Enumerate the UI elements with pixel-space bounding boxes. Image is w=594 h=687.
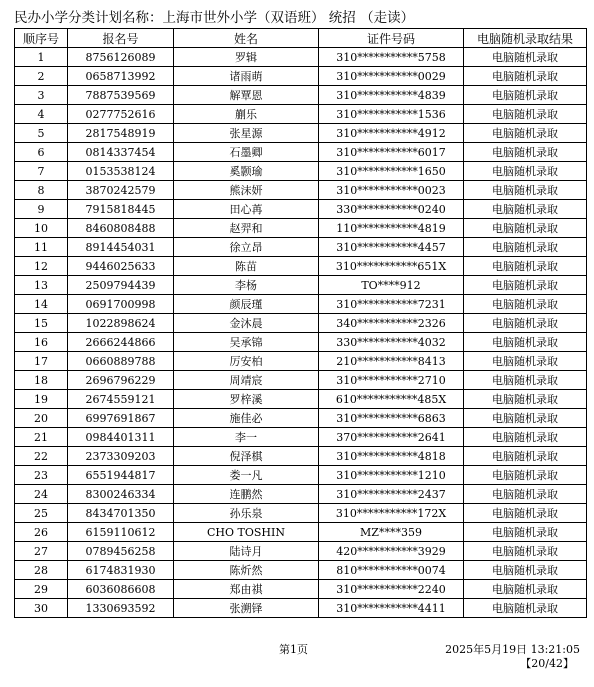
table-row — [15, 371, 587, 390]
cell-id-no: 310***********7231 — [319, 295, 464, 314]
table-row — [15, 352, 587, 371]
cell-name: 李一 — [174, 428, 319, 447]
cell-result: 电脑随机录取 — [464, 599, 587, 618]
cell-result: 电脑随机录取 — [464, 542, 587, 561]
cell-name: 解覃恩 — [174, 86, 319, 105]
cell-reg-no: 7915818445 — [68, 200, 174, 219]
cell-result: 电脑随机录取 — [464, 48, 587, 67]
cell-name: 罗辑 — [174, 48, 319, 67]
cell-seq: 13 — [15, 276, 68, 295]
cell-id-no: 310***********4839 — [319, 86, 464, 105]
cell-result: 电脑随机录取 — [464, 162, 587, 181]
cell-id-no: 310***********0029 — [319, 67, 464, 86]
table-row — [15, 257, 587, 276]
cell-id-no: 310***********6863 — [319, 409, 464, 428]
table-row — [15, 124, 587, 143]
cell-id-no: 330***********4032 — [319, 333, 464, 352]
table-row — [15, 181, 587, 200]
cell-name: 郑由祺 — [174, 580, 319, 599]
cell-reg-no: 6159110612 — [68, 523, 174, 542]
cell-id-no: 110***********4819 — [319, 219, 464, 238]
table-row — [15, 390, 587, 409]
page-number: 第1页 — [279, 643, 308, 656]
cell-result: 电脑随机录取 — [464, 181, 587, 200]
cell-seq: 1 — [15, 48, 68, 67]
cell-result: 电脑随机录取 — [464, 238, 587, 257]
cell-result: 电脑随机录取 — [464, 504, 587, 523]
cell-id-no: 310***********4457 — [319, 238, 464, 257]
cell-id-no: TO****912 — [319, 276, 464, 295]
table-row — [15, 48, 587, 67]
table-row — [15, 67, 587, 86]
cell-result: 电脑随机录取 — [464, 105, 587, 124]
cell-name: 李杨 — [174, 276, 319, 295]
cell-reg-no: 0658713992 — [68, 67, 174, 86]
column-header-reg-no: 报名号 — [68, 29, 174, 48]
cell-id-no: 310***********6017 — [319, 143, 464, 162]
cell-name: 奚颢瑜 — [174, 162, 319, 181]
cell-reg-no: 8460808488 — [68, 219, 174, 238]
cell-result: 电脑随机录取 — [464, 276, 587, 295]
cell-result: 电脑随机录取 — [464, 580, 587, 599]
cell-reg-no: 0153538124 — [68, 162, 174, 181]
cell-name: 厉安柏 — [174, 352, 319, 371]
cell-reg-no: 6997691867 — [68, 409, 174, 428]
cell-id-no: 370***********2641 — [319, 428, 464, 447]
cell-id-no: 420***********3929 — [319, 542, 464, 561]
cell-reg-no: 2674559121 — [68, 390, 174, 409]
cell-seq: 28 — [15, 561, 68, 580]
cell-seq: 30 — [15, 599, 68, 618]
cell-seq: 22 — [15, 447, 68, 466]
cell-id-no: 310***********172X — [319, 504, 464, 523]
table-row — [15, 314, 587, 333]
table-row — [15, 561, 587, 580]
cell-seq: 21 — [15, 428, 68, 447]
cell-id-no: 810***********0074 — [319, 561, 464, 580]
cell-name: 诸雨萌 — [174, 67, 319, 86]
cell-id-no: 310***********2437 — [319, 485, 464, 504]
cell-result: 电脑随机录取 — [464, 447, 587, 466]
cell-reg-no: 2666244866 — [68, 333, 174, 352]
table-row — [15, 580, 587, 599]
cell-name: 陆诗月 — [174, 542, 319, 561]
cell-result: 电脑随机录取 — [464, 257, 587, 276]
column-header-result: 电脑随机录取结果 — [464, 29, 587, 48]
cell-result: 电脑随机录取 — [464, 67, 587, 86]
cell-seq: 18 — [15, 371, 68, 390]
cell-result: 电脑随机录取 — [464, 409, 587, 428]
table-row — [15, 523, 587, 542]
cell-name: 施佳必 — [174, 409, 319, 428]
cell-name: 倪泽棋 — [174, 447, 319, 466]
table-header-row — [15, 29, 587, 48]
table-row — [15, 504, 587, 523]
cell-seq: 12 — [15, 257, 68, 276]
cell-seq: 7 — [15, 162, 68, 181]
table-body — [15, 48, 587, 618]
cell-name: 陈炘然 — [174, 561, 319, 580]
cell-result: 电脑随机录取 — [464, 371, 587, 390]
cell-seq: 24 — [15, 485, 68, 504]
cell-result: 电脑随机录取 — [464, 314, 587, 333]
cell-name: 赵羿和 — [174, 219, 319, 238]
cell-reg-no: 0984401311 — [68, 428, 174, 447]
document-title: 民办小学分类计划名称：上海市世外小学（双语班） 统招 （走读） — [14, 10, 415, 26]
cell-id-no: 310***********1650 — [319, 162, 464, 181]
table-row — [15, 162, 587, 181]
table-row — [15, 333, 587, 352]
cell-seq: 14 — [15, 295, 68, 314]
cell-seq: 16 — [15, 333, 68, 352]
cell-reg-no: 0660889788 — [68, 352, 174, 371]
cell-seq: 11 — [15, 238, 68, 257]
cell-name: 蒯乐 — [174, 105, 319, 124]
cell-id-no: 310***********0023 — [319, 181, 464, 200]
cell-reg-no: 3870242579 — [68, 181, 174, 200]
cell-name: 石墨卿 — [174, 143, 319, 162]
cell-reg-no: 2696796229 — [68, 371, 174, 390]
cell-seq: 8 — [15, 181, 68, 200]
cell-seq: 27 — [15, 542, 68, 561]
cell-seq: 2 — [15, 67, 68, 86]
cell-result: 电脑随机录取 — [464, 295, 587, 314]
table-row — [15, 599, 587, 618]
table-row — [15, 86, 587, 105]
cell-name: 罗梓溪 — [174, 390, 319, 409]
table-row — [15, 295, 587, 314]
table-row — [15, 485, 587, 504]
cell-seq: 29 — [15, 580, 68, 599]
cell-result: 电脑随机录取 — [464, 485, 587, 504]
cell-result: 电脑随机录取 — [464, 428, 587, 447]
cell-seq: 10 — [15, 219, 68, 238]
cell-seq: 20 — [15, 409, 68, 428]
table-row — [15, 276, 587, 295]
cell-id-no: 310***********4818 — [319, 447, 464, 466]
cell-id-no: 310***********5758 — [319, 48, 464, 67]
cell-name: 陈苗 — [174, 257, 319, 276]
page-count: 【20/42】 — [520, 657, 574, 670]
cell-result: 电脑随机录取 — [464, 124, 587, 143]
table-row — [15, 200, 587, 219]
table-row — [15, 428, 587, 447]
cell-result: 电脑随机录取 — [464, 86, 587, 105]
cell-name: 娄一凡 — [174, 466, 319, 485]
cell-id-no: MZ****359 — [319, 523, 464, 542]
cell-seq: 23 — [15, 466, 68, 485]
cell-name: 周靖宸 — [174, 371, 319, 390]
cell-result: 电脑随机录取 — [464, 466, 587, 485]
cell-id-no: 210***********8413 — [319, 352, 464, 371]
cell-id-no: 310***********2240 — [319, 580, 464, 599]
column-header-seq: 顺序号 — [15, 29, 68, 48]
cell-name: 吴承锦 — [174, 333, 319, 352]
table-row — [15, 542, 587, 561]
cell-reg-no: 7887539569 — [68, 86, 174, 105]
cell-reg-no: 2817548919 — [68, 124, 174, 143]
cell-seq: 15 — [15, 314, 68, 333]
column-header-id-no: 证件号码 — [319, 29, 464, 48]
cell-result: 电脑随机录取 — [464, 333, 587, 352]
cell-id-no: 310***********1536 — [319, 105, 464, 124]
table-row — [15, 238, 587, 257]
cell-result: 电脑随机录取 — [464, 352, 587, 371]
cell-seq: 3 — [15, 86, 68, 105]
cell-result: 电脑随机录取 — [464, 390, 587, 409]
cell-result: 电脑随机录取 — [464, 561, 587, 580]
cell-name: 金沐晨 — [174, 314, 319, 333]
cell-seq: 25 — [15, 504, 68, 523]
column-header-name: 姓名 — [174, 29, 319, 48]
cell-reg-no: 2509794439 — [68, 276, 174, 295]
table-row — [15, 143, 587, 162]
admission-table — [14, 28, 587, 618]
cell-id-no: 310***********4912 — [319, 124, 464, 143]
cell-reg-no: 8300246334 — [68, 485, 174, 504]
table-row — [15, 466, 587, 485]
print-timestamp: 2025年5月19日 13:21:05 — [445, 643, 580, 656]
cell-id-no: 340***********2326 — [319, 314, 464, 333]
cell-id-no: 310***********651X — [319, 257, 464, 276]
cell-id-no: 310***********1210 — [319, 466, 464, 485]
cell-id-no: 330***********0240 — [319, 200, 464, 219]
cell-name: CHO TOSHIN — [174, 523, 319, 542]
cell-name: 熊沫妍 — [174, 181, 319, 200]
cell-name: 孙乐泉 — [174, 504, 319, 523]
cell-result: 电脑随机录取 — [464, 143, 587, 162]
cell-reg-no: 6036086608 — [68, 580, 174, 599]
cell-id-no: 610***********485X — [319, 390, 464, 409]
cell-name: 田心苒 — [174, 200, 319, 219]
table-row — [15, 447, 587, 466]
cell-reg-no: 6551944817 — [68, 466, 174, 485]
cell-reg-no: 0789456258 — [68, 542, 174, 561]
cell-name: 张星源 — [174, 124, 319, 143]
cell-reg-no: 1022898624 — [68, 314, 174, 333]
cell-reg-no: 2373309203 — [68, 447, 174, 466]
table-row — [15, 219, 587, 238]
table-row — [15, 105, 587, 124]
cell-name: 张溯铎 — [174, 599, 319, 618]
cell-reg-no: 8434701350 — [68, 504, 174, 523]
cell-reg-no: 1330693592 — [68, 599, 174, 618]
cell-seq: 5 — [15, 124, 68, 143]
cell-seq: 6 — [15, 143, 68, 162]
cell-id-no: 310***********2710 — [319, 371, 464, 390]
cell-reg-no: 8756126089 — [68, 48, 174, 67]
cell-name: 颜辰瑾 — [174, 295, 319, 314]
cell-reg-no: 8914454031 — [68, 238, 174, 257]
cell-result: 电脑随机录取 — [464, 219, 587, 238]
cell-reg-no: 0691700998 — [68, 295, 174, 314]
cell-seq: 26 — [15, 523, 68, 542]
cell-reg-no: 0277752616 — [68, 105, 174, 124]
cell-seq: 19 — [15, 390, 68, 409]
cell-reg-no: 6174831930 — [68, 561, 174, 580]
cell-result: 电脑随机录取 — [464, 523, 587, 542]
cell-reg-no: 0814337454 — [68, 143, 174, 162]
cell-seq: 9 — [15, 200, 68, 219]
table-row — [15, 409, 587, 428]
cell-result: 电脑随机录取 — [464, 200, 587, 219]
cell-name: 徐立昂 — [174, 238, 319, 257]
cell-seq: 17 — [15, 352, 68, 371]
cell-id-no: 310***********4411 — [319, 599, 464, 618]
cell-seq: 4 — [15, 105, 68, 124]
cell-reg-no: 9446025633 — [68, 257, 174, 276]
cell-name: 连鹏然 — [174, 485, 319, 504]
